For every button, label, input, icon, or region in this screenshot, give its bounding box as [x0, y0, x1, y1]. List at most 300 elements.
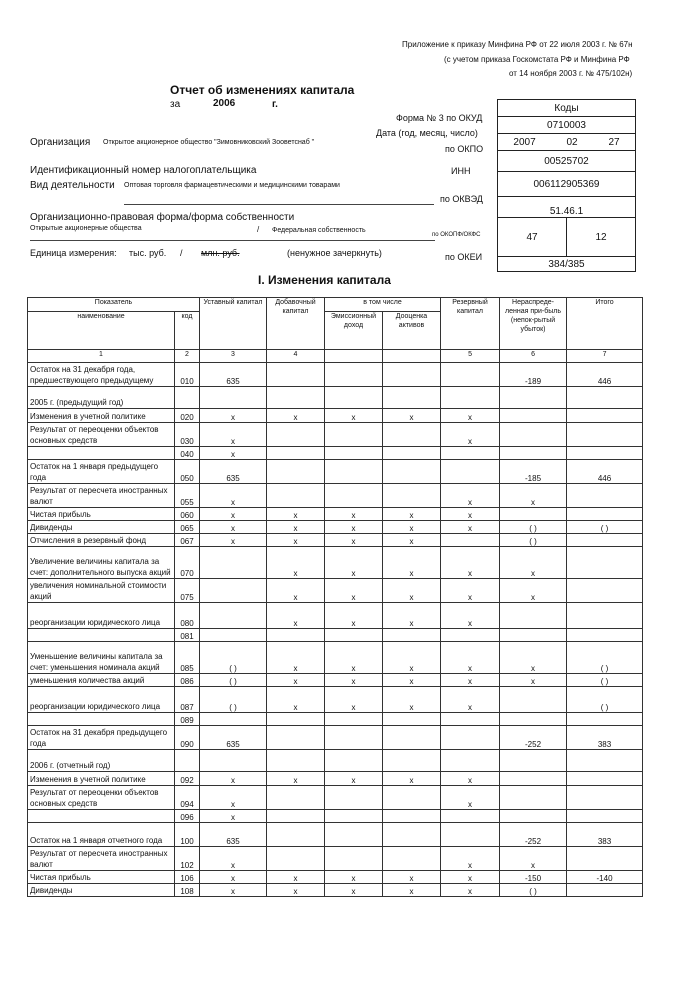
- table-row: [28, 823, 643, 847]
- row-value: [325, 363, 383, 387]
- row-code: 080: [175, 603, 200, 629]
- activity-underline: [124, 204, 434, 205]
- header-revaluation: Дооценка активов: [383, 312, 441, 350]
- activity-value: Оптовая торговля фармацевтическими и медицинскими товарами: [124, 182, 340, 189]
- row-value: [383, 847, 441, 871]
- row-value: x: [325, 508, 383, 521]
- row-value: x: [267, 642, 325, 674]
- header-added: Добавочный капитал: [267, 298, 325, 350]
- row-name: Уменьшение величины капитала за счет: уменьшения номинала акций: [28, 642, 175, 674]
- row-value: [500, 713, 567, 726]
- row-name: уменьшения количества акций: [28, 674, 175, 687]
- column-number: [383, 350, 441, 363]
- row-code: 070: [175, 547, 200, 579]
- row-code: 020: [175, 409, 200, 423]
- legal-form-label: Организационно-правовая форма/форма собственности: [30, 212, 295, 223]
- table-row: [28, 409, 643, 423]
- row-value: x: [383, 579, 441, 603]
- row-code: 040: [175, 447, 200, 460]
- row-code: 090: [175, 726, 200, 750]
- row-value: [325, 786, 383, 810]
- row-value: [200, 750, 267, 772]
- row-name: Увеличение величины капитала за счет: дополнительного выпуска акций: [28, 547, 175, 579]
- row-value: [325, 810, 383, 823]
- row-value: [567, 579, 643, 603]
- activity-label: Вид деятельности: [30, 180, 115, 191]
- row-name: Изменения в учетной политике: [28, 772, 175, 786]
- row-code: 067: [175, 534, 200, 547]
- row-code: 081: [175, 629, 200, 642]
- legal-form-underline: [30, 240, 435, 241]
- row-value: x: [441, 871, 500, 884]
- row-value: x: [325, 409, 383, 423]
- row-value: ( ): [200, 642, 267, 674]
- row-value: x: [383, 871, 441, 884]
- row-value: [383, 484, 441, 508]
- capital-changes-table: [27, 297, 643, 897]
- row-name: 2006 г. (отчетный год): [28, 750, 175, 772]
- row-value: 383: [567, 726, 643, 750]
- row-value: x: [441, 409, 500, 423]
- row-value: [267, 484, 325, 508]
- row-value: -140: [567, 871, 643, 884]
- row-value: [441, 750, 500, 772]
- row-value: [567, 884, 643, 897]
- row-value: x: [325, 603, 383, 629]
- codes-heading: Коды: [554, 102, 579, 114]
- row-code: 086: [175, 674, 200, 687]
- row-value: x: [200, 508, 267, 521]
- row-value: [500, 508, 567, 521]
- row-value: x: [500, 579, 567, 603]
- column-number: 3: [200, 350, 267, 363]
- header-including: в том числе: [325, 298, 441, 312]
- row-name: Результат от переоценки объектов основных средств: [28, 423, 175, 447]
- row-value: [500, 629, 567, 642]
- row-value: x: [383, 884, 441, 897]
- row-value: x: [383, 547, 441, 579]
- row-name: Результат от переоценки объектов основных средств: [28, 786, 175, 810]
- appendix-line-2: (с учетом приказа Госкомстата РФ и Минфина РФ: [444, 55, 630, 64]
- row-value: ( ): [567, 521, 643, 534]
- column-number: 2: [175, 350, 200, 363]
- row-value: x: [500, 847, 567, 871]
- row-value: [325, 726, 383, 750]
- okved-label: по ОКВЭД: [440, 194, 483, 204]
- table-row: [28, 423, 643, 447]
- row-value: [383, 726, 441, 750]
- okei-label: по ОКЕИ: [445, 252, 483, 262]
- row-value: x: [383, 534, 441, 547]
- row-value: [500, 786, 567, 810]
- row-value: x: [325, 884, 383, 897]
- header-code: код: [175, 312, 200, 350]
- row-value: x: [325, 772, 383, 786]
- row-code: 102: [175, 847, 200, 871]
- row-value: x: [200, 772, 267, 786]
- table-row: [28, 534, 643, 547]
- row-value: [200, 603, 267, 629]
- row-value: x: [383, 674, 441, 687]
- row-value: x: [325, 547, 383, 579]
- row-code: 055: [175, 484, 200, 508]
- row-code: 010: [175, 363, 200, 387]
- row-value: [325, 484, 383, 508]
- row-value: [567, 447, 643, 460]
- row-name: Дивиденды: [28, 521, 175, 534]
- row-code: 065: [175, 521, 200, 534]
- inn-code: 006112905369: [498, 171, 635, 196]
- section-title: I. Изменения капитала: [258, 273, 391, 287]
- table-row: [28, 884, 643, 897]
- row-code: 094: [175, 786, 200, 810]
- row-value: [267, 423, 325, 447]
- row-value: [567, 629, 643, 642]
- row-value: [267, 387, 325, 409]
- row-code: 106: [175, 871, 200, 884]
- row-value: [200, 387, 267, 409]
- row-code: 092: [175, 772, 200, 786]
- row-value: [441, 726, 500, 750]
- header-charter: Уставный капитал: [200, 298, 267, 350]
- column-number: 6: [500, 350, 567, 363]
- row-value: [441, 823, 500, 847]
- header-retained: Нераспреде-ленная при-быль (непок-рытый убыток): [500, 298, 567, 350]
- table-row: [28, 579, 643, 603]
- row-value: [567, 387, 643, 409]
- row-value: x: [200, 423, 267, 447]
- row-value: [383, 810, 441, 823]
- row-name: [28, 447, 175, 460]
- okpo-code: 00525702: [498, 150, 635, 171]
- row-value: [567, 534, 643, 547]
- row-value: [500, 423, 567, 447]
- row-name: Дивиденды: [28, 884, 175, 897]
- row-value: x: [200, 409, 267, 423]
- table-row: [28, 786, 643, 810]
- row-value: [325, 713, 383, 726]
- table-row: [28, 363, 643, 387]
- row-value: x: [267, 547, 325, 579]
- unit-slash: /: [180, 248, 183, 258]
- header-indicator: Показатель: [28, 298, 200, 312]
- row-code: 075: [175, 579, 200, 603]
- okopf-code: 47: [498, 218, 567, 256]
- row-value: [500, 687, 567, 713]
- row-value: x: [200, 884, 267, 897]
- row-value: ( ): [567, 674, 643, 687]
- table-row: [28, 772, 643, 786]
- row-value: 383: [567, 823, 643, 847]
- year-suffix: г.: [272, 99, 278, 110]
- row-value: [383, 823, 441, 847]
- row-value: x: [267, 687, 325, 713]
- row-value: x: [441, 603, 500, 629]
- row-name: реорганизации юридического лица: [28, 603, 175, 629]
- row-value: [267, 810, 325, 823]
- row-value: x: [383, 642, 441, 674]
- row-value: x: [441, 521, 500, 534]
- row-value: x: [200, 534, 267, 547]
- row-code: 100: [175, 823, 200, 847]
- row-name: Остаток на 1 января отчетного года: [28, 823, 175, 847]
- row-value: [500, 387, 567, 409]
- row-value: [567, 772, 643, 786]
- row-value: [383, 629, 441, 642]
- date-code: [498, 133, 635, 150]
- row-name: Результат от пересчета иностранных валют: [28, 484, 175, 508]
- column-number: 1: [28, 350, 175, 363]
- row-value: ( ): [500, 884, 567, 897]
- row-value: [325, 847, 383, 871]
- row-value: x: [200, 810, 267, 823]
- row-value: [267, 629, 325, 642]
- row-value: x: [200, 871, 267, 884]
- row-value: [267, 447, 325, 460]
- ownership-value: Федеральная собственность: [272, 227, 366, 234]
- row-value: x: [267, 521, 325, 534]
- row-value: x: [500, 642, 567, 674]
- row-value: x: [383, 687, 441, 713]
- row-value: [567, 810, 643, 823]
- row-name: Остаток на 31 декабря года, предшествующего предыдущему: [28, 363, 175, 387]
- row-value: 635: [200, 460, 267, 484]
- inn-title: Идентификационный номер налогоплательщика: [30, 165, 257, 176]
- date-year: 2007: [513, 136, 536, 148]
- row-name: увеличения номинальной стоимости акций: [28, 579, 175, 603]
- row-code: 108: [175, 884, 200, 897]
- row-value: x: [383, 508, 441, 521]
- row-value: [383, 460, 441, 484]
- column-number: 7: [567, 350, 643, 363]
- row-value: 635: [200, 363, 267, 387]
- row-value: [500, 750, 567, 772]
- row-value: x: [267, 871, 325, 884]
- row-value: [567, 603, 643, 629]
- row-value: x: [383, 603, 441, 629]
- row-value: [267, 713, 325, 726]
- row-value: x: [441, 508, 500, 521]
- row-name: Изменения в учетной политике: [28, 409, 175, 423]
- row-value: [325, 387, 383, 409]
- row-code: 060: [175, 508, 200, 521]
- row-value: [383, 750, 441, 772]
- row-value: [267, 847, 325, 871]
- header-reserve: Резервный капитал: [441, 298, 500, 350]
- okopf-okfs-codes: [498, 217, 635, 256]
- row-value: [567, 750, 643, 772]
- row-code: 096: [175, 810, 200, 823]
- row-value: x: [200, 484, 267, 508]
- row-name: Остаток на 1 января предыдущего года: [28, 460, 175, 484]
- row-value: [567, 713, 643, 726]
- row-value: [200, 629, 267, 642]
- table-row: [28, 547, 643, 579]
- row-value: x: [383, 772, 441, 786]
- row-code: 085: [175, 642, 200, 674]
- date-month: 02: [566, 136, 578, 148]
- row-value: x: [267, 603, 325, 629]
- row-value: [441, 629, 500, 642]
- row-value: x: [441, 579, 500, 603]
- page-title: Отчет об изменениях капитала: [170, 83, 355, 97]
- row-name: 2005 г. (предыдущий год): [28, 387, 175, 409]
- okfs-code: 12: [595, 231, 607, 243]
- row-name: Чистая прибыль: [28, 508, 175, 521]
- row-value: x: [383, 409, 441, 423]
- row-name: [28, 713, 175, 726]
- okopf-label: по ОКОПФ/ОКФС: [432, 232, 481, 238]
- row-value: [267, 823, 325, 847]
- row-value: x: [267, 772, 325, 786]
- row-code: 089: [175, 713, 200, 726]
- unit-value-2: млн. руб.: [201, 248, 240, 258]
- table-row: [28, 642, 643, 674]
- column-number: 4: [267, 350, 325, 363]
- row-value: x: [200, 786, 267, 810]
- row-value: [567, 847, 643, 871]
- column-number: 5: [441, 350, 500, 363]
- row-value: ( ): [200, 687, 267, 713]
- row-value: [325, 447, 383, 460]
- row-value: x: [267, 884, 325, 897]
- row-value: [383, 786, 441, 810]
- row-value: [383, 387, 441, 409]
- row-value: x: [441, 847, 500, 871]
- row-value: [200, 579, 267, 603]
- row-value: x: [500, 674, 567, 687]
- table-row: [28, 810, 643, 823]
- row-value: ( ): [567, 642, 643, 674]
- row-name: Остаток на 31 декабря предыдущего года: [28, 726, 175, 750]
- row-value: x: [325, 534, 383, 547]
- unit-note: (ненужное зачеркнуть): [287, 248, 382, 258]
- table-row: [28, 713, 643, 726]
- table-row: [28, 447, 643, 460]
- row-value: x: [267, 579, 325, 603]
- row-value: ( ): [500, 521, 567, 534]
- header-total: Итого: [567, 298, 643, 350]
- row-value: x: [441, 642, 500, 674]
- row-value: [267, 750, 325, 772]
- row-value: x: [441, 484, 500, 508]
- okpo-label: по ОКПО: [445, 144, 484, 154]
- row-name: Результат от пересчета иностранных валют: [28, 847, 175, 871]
- table-row: [28, 750, 643, 772]
- row-value: [325, 629, 383, 642]
- okved-code: 51.46.1: [498, 196, 635, 217]
- inn-label: ИНН: [451, 166, 471, 176]
- row-value: [383, 713, 441, 726]
- period-prefix: за: [170, 99, 181, 110]
- table-row: [28, 674, 643, 687]
- row-value: [200, 547, 267, 579]
- row-value: [441, 713, 500, 726]
- table-row: [28, 484, 643, 508]
- row-name: Отчисления в резервный фонд: [28, 534, 175, 547]
- org-value: Открытое акционерное общество "Зимовниковский Зооветснаб ": [103, 139, 315, 146]
- row-value: ( ): [567, 687, 643, 713]
- table-row: [28, 521, 643, 534]
- table-row: [28, 603, 643, 629]
- row-value: [567, 547, 643, 579]
- row-value: [441, 447, 500, 460]
- row-value: [500, 603, 567, 629]
- row-value: [267, 786, 325, 810]
- row-name: [28, 629, 175, 642]
- row-value: x: [441, 687, 500, 713]
- row-value: x: [267, 508, 325, 521]
- date-day: 27: [608, 136, 620, 148]
- column-numbers-row: [28, 350, 643, 363]
- legal-form-value: Открытые акционерные общества: [30, 225, 142, 232]
- row-value: 446: [567, 363, 643, 387]
- row-value: [200, 713, 267, 726]
- row-value: x: [441, 674, 500, 687]
- row-value: [441, 810, 500, 823]
- appendix-line-1: Приложение к приказу Минфина РФ от 22 июля 2003 г. № 67н: [402, 40, 633, 49]
- codes-box: [497, 99, 636, 272]
- row-value: [325, 423, 383, 447]
- row-value: x: [200, 847, 267, 871]
- table-row: [28, 508, 643, 521]
- row-value: x: [441, 786, 500, 810]
- row-value: [325, 460, 383, 484]
- table-row: [28, 726, 643, 750]
- row-value: x: [200, 521, 267, 534]
- row-value: [500, 447, 567, 460]
- row-value: x: [441, 772, 500, 786]
- row-value: [267, 726, 325, 750]
- table-row: [28, 387, 643, 409]
- table-row: [28, 460, 643, 484]
- row-value: x: [325, 579, 383, 603]
- row-name: реорганизации юридического лица: [28, 687, 175, 713]
- row-value: 635: [200, 726, 267, 750]
- org-label: Организация: [30, 137, 91, 148]
- okud-code: 0710003: [498, 116, 635, 133]
- unit-value-1: тыс. руб.: [129, 248, 167, 258]
- legal-form-slash: /: [257, 225, 260, 234]
- header-name: наименование: [28, 312, 175, 350]
- row-value: [325, 750, 383, 772]
- row-value: -252: [500, 823, 567, 847]
- okei-code: 384/385: [498, 256, 635, 271]
- row-value: [500, 772, 567, 786]
- row-value: x: [325, 674, 383, 687]
- row-value: [441, 363, 500, 387]
- form-label: Форма № 3 по ОКУД: [396, 113, 483, 123]
- date-label: Дата (год, месяц, число): [376, 128, 478, 138]
- row-value: [567, 786, 643, 810]
- column-number: [325, 350, 383, 363]
- row-value: [441, 534, 500, 547]
- appendix-line-3: от 14 ноября 2003 г. № 475/102н): [509, 69, 633, 78]
- row-value: x: [441, 547, 500, 579]
- row-value: [567, 484, 643, 508]
- row-value: x: [325, 871, 383, 884]
- row-value: x: [325, 642, 383, 674]
- row-value: [383, 423, 441, 447]
- row-value: [567, 508, 643, 521]
- row-code: [175, 750, 200, 772]
- row-value: [441, 387, 500, 409]
- report-year: 2006: [213, 98, 236, 109]
- row-value: [267, 363, 325, 387]
- row-value: x: [441, 423, 500, 447]
- row-value: [267, 460, 325, 484]
- row-value: [567, 423, 643, 447]
